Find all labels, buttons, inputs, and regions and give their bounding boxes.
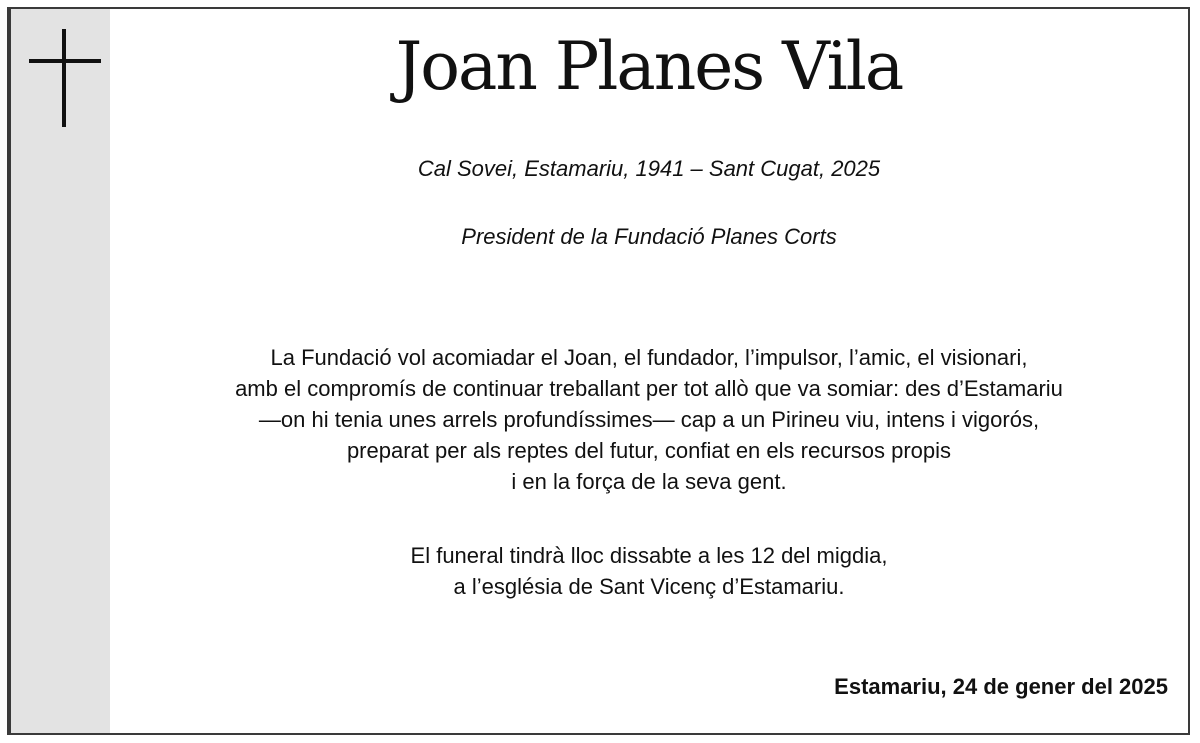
message-line: i en la força de la seva gent.: [511, 469, 787, 494]
deceased-name: Joan Planes Vila: [395, 28, 903, 105]
funeral-line: El funeral tindrà lloc dissabte a les 12 del migdia,: [410, 543, 888, 568]
message-body: [110, 342, 1188, 497]
life-span: Cal Sovei, Estamariu, 1941 – Sant Cugat, 2025: [417, 156, 881, 181]
sidebar-band: [11, 9, 110, 733]
obituary-notice: [7, 7, 1190, 735]
funeral-info: [110, 540, 1188, 602]
message-line: —on hi tenia unes arrels profundíssimes— cap a un Pirineu viu, intens i vigorós,: [258, 407, 1040, 432]
role-title: President de la Fundació Planes Corts: [461, 224, 837, 249]
message-line: amb el compromís de continuar treballant per tot allò que va somiar: des d’Estamariu: [235, 376, 1063, 401]
latin-cross-icon: [29, 29, 101, 127]
funeral-line: a l’església de Sant Vicenç d’Estamariu.: [453, 574, 845, 599]
message-line: La Fundació vol acomiadar el Joan, el fundador, l’impulsor, l’amic, el visionari,: [270, 345, 1028, 370]
message-line: preparat per als reptes del futur, confiat en els recursos propis: [346, 438, 952, 463]
place-date: Estamariu, 24 de gener del 2025: [834, 674, 1168, 699]
